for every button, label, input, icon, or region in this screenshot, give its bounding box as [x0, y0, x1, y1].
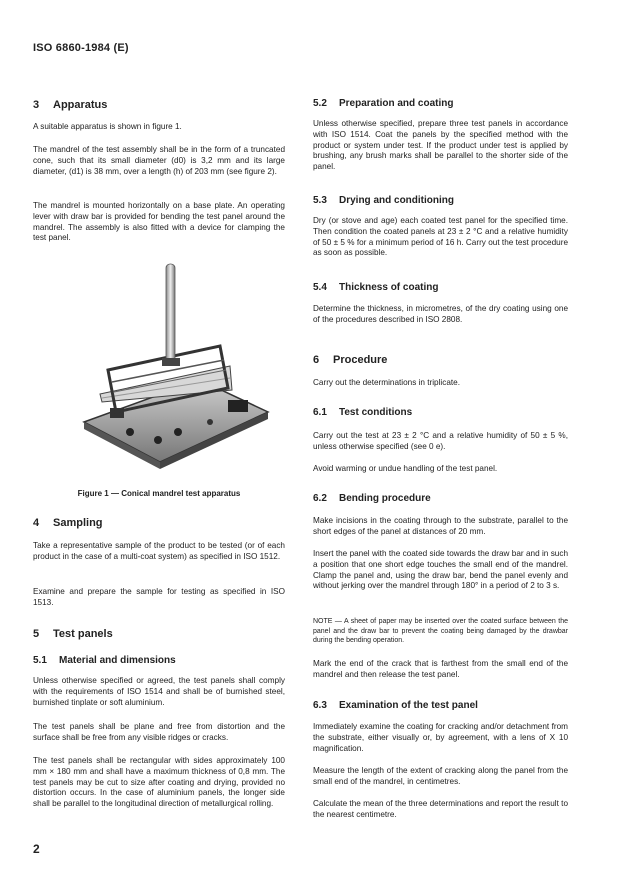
paragraph: Dry (or stove and age) each coated test panel for the specified time. Then condition the coated panels at 23 ± 2 °C and a relative humidity of 50 ± 5 % for a minimum period of 16 h. Carry out the test procedure as soon as possible. — [313, 216, 568, 258]
section-number: 6.1 — [313, 407, 327, 418]
section-title: Preparation and coating — [339, 98, 454, 109]
section-5-3-heading — [313, 195, 454, 206]
section-title: Test panels — [53, 628, 113, 640]
paragraph: Make incisions in the coating through to the substrate, parallel to the short edges of the panel at distances of 20 mm. — [313, 516, 568, 536]
section-number: 6 — [313, 354, 320, 366]
section-number: 5.1 — [33, 655, 47, 666]
section-6-2-heading — [313, 493, 431, 504]
conical-mandrel-figure — [80, 262, 270, 477]
paragraph: Carry out the determinations in triplicate. — [313, 378, 460, 387]
section-5-heading — [33, 628, 113, 640]
figure-caption — [33, 489, 285, 498]
paragraph: Immediately examine the coating for cracking and/or detachment from the substrate, either visually or, by agreement, with a lens of X 10 magnification. — [313, 722, 568, 753]
section-3-heading — [33, 99, 107, 111]
paragraph: A suitable apparatus is shown in figure 1. — [33, 122, 182, 131]
section-title: Procedure — [333, 354, 388, 366]
paragraph: Unless otherwise specified or agreed, the test panels shall comply with the requirements of ISO 1514 and shall be of burnished steel, burnished tinplate or soft aluminium. — [33, 676, 285, 707]
paragraph: Calculate the mean of the three determinations and report the result to the nearest centimetre. — [313, 799, 568, 819]
section-number: 5.2 — [313, 98, 327, 109]
paragraph: Take a representative sample of the product to be tested (or of each product in the case of a multi-coat system) as specified in ISO 1512. — [33, 541, 285, 561]
section-number: 5.4 — [313, 282, 327, 293]
note: NOTE — A sheet of paper may be inserted over the coated surface between the panel and the draw bar to prevent the coating being damaged by the drawbar during the bending operation. — [313, 618, 568, 645]
section-5-2-heading — [313, 98, 453, 109]
section-6-heading — [313, 354, 387, 366]
section-title: Examination of the test panel — [339, 700, 478, 711]
section-title: Bending procedure — [339, 493, 431, 504]
section-title: Apparatus — [53, 99, 108, 111]
paragraph: Examine and prepare the sample for testing as specified in ISO 1513. — [33, 587, 285, 607]
paragraph: Insert the panel with the coated side towards the draw bar and in such a position that one short edge touches the small end of the mandrel. Clamp the panel and, using the draw bar, bend the panel evenly and without jerking over the mandrel through 180° in a period of 2 to 3 s. — [313, 549, 568, 591]
section-5-1-heading — [33, 655, 176, 666]
section-4-heading — [33, 517, 103, 529]
paragraph: The mandrel of the test assembly shall be in the form of a truncated cone, such that its small diameter (d0) is 3,2 mm and its large diameter, (d1) is 38 mm, over a length (h) of 203 mm (see figure 2). — [33, 145, 285, 176]
paragraph: Measure the length of the extent of cracking along the panel from the small end of the mandrel, in centimetres. — [313, 766, 568, 786]
section-number: 5 — [33, 628, 40, 640]
document-header: ISO 6860-1984 (E) — [33, 42, 129, 54]
paragraph: Mark the end of the crack that is farthest from the small end of the mandrel and then release the test panel. — [313, 659, 568, 679]
page-number: 2 — [33, 842, 40, 856]
paragraph: Determine the thickness, in micrometres, of the dry coating using one of the procedures described in ISO 2808. — [313, 304, 568, 324]
figure-caption-text: Conical mandrel test apparatus — [121, 489, 241, 498]
paragraph: Carry out the test at 23 ± 2 °C and a relative humidity of 50 ± 5 %, unless otherwise specified (see 0 e). — [313, 431, 568, 451]
section-number: 5.3 — [313, 195, 327, 206]
section-title: Drying and conditioning — [339, 195, 454, 206]
paragraph: The test panels shall be rectangular with sides approximately 100 mm × 180 mm and shall have a maximum thickness of 0,8 mm. The test panels may be cut to size after coating and drying, provided no distortion occurs. In the case of aluminium panels, the longer side shall be parallel to the longitudinal direction of metallurgical rolling. — [33, 756, 285, 809]
section-number: 6.3 — [313, 700, 327, 711]
section-title: Sampling — [53, 517, 103, 529]
paragraph: Unless otherwise specified, prepare three test panels in accordance with ISO 1514. Coat the panels by the specified method with the product or system under test. If the product under test is applied by brushing, any brush marks shall be parallel to the shorter side of the panel. — [313, 119, 568, 172]
section-6-1-heading — [313, 407, 412, 418]
section-6-3-heading — [313, 700, 478, 711]
section-number: 4 — [33, 517, 40, 529]
section-title: Material and dimensions — [59, 655, 176, 666]
paragraph: The mandrel is mounted horizontally on a base plate. An operating lever with draw bar is provided for bending the test panel around the mandrel. The assembly is also fitted with a device for clamping the test panel. — [33, 201, 285, 243]
paragraph: The test panels shall be plane and free from distortion and the surface shall be free from any visible ridges or cracks. — [33, 722, 285, 742]
section-title: Thickness of coating — [339, 282, 439, 293]
section-5-4-heading — [313, 282, 438, 293]
figure-label: Figure 1 — [77, 489, 109, 498]
caption-dash: — — [110, 489, 119, 498]
paragraph: Avoid warming or undue handling of the test panel. — [313, 464, 498, 473]
section-number: 3 — [33, 99, 40, 111]
section-title: Test conditions — [339, 407, 413, 418]
section-number: 6.2 — [313, 493, 327, 504]
